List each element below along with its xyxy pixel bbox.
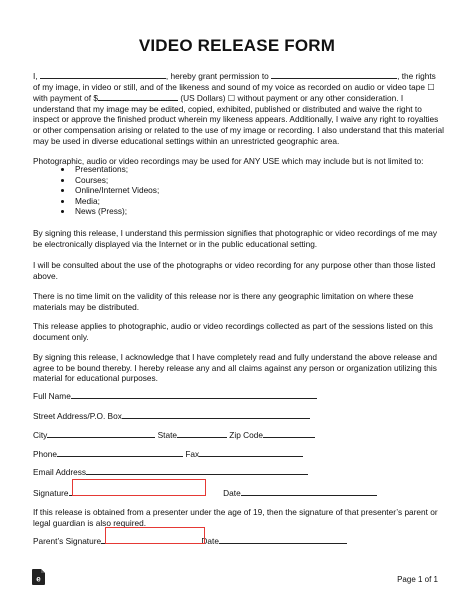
street-field[interactable] [122,410,310,419]
fax-field[interactable] [199,448,303,457]
email-field[interactable] [86,466,308,475]
signature-field[interactable] [72,479,206,496]
zip-label: Zip Code [229,430,263,440]
city-label: City [33,430,48,440]
fax-label: Fax [185,449,200,459]
payment-amount-blank[interactable] [98,92,178,101]
list-item: • Media; [73,196,159,207]
list-item: • Online/Internet Videos; [73,185,159,196]
email-row [33,466,308,477]
uses-list [33,164,159,217]
parent-signature-field[interactable] [105,527,205,544]
parent-date-label: Date [201,536,219,546]
street-label: Street Address/P.O. Box [33,411,122,421]
phone-field[interactable] [57,448,183,457]
form-title: VIDEO RELEASE FORM [138,36,336,55]
minor-note: If this release is obtained from a presenter under the age of 19, then the signature of that presenter’s parent or legal guardian is also required. [33,507,438,528]
svg-text:e: e [36,574,41,584]
acknowledge-paragraph: By signing this release, I acknowledge that I have completely read and fully understand the above release and agree to be bound thereby. I hereby release any and all claims against any person or organization utilizing this material for educational purposes. [33,352,438,384]
intro-paragraph [33,70,445,146]
intro-text-b: , hereby grant permission to [165,71,272,81]
state-label: State [157,430,177,440]
city-field[interactable] [47,429,155,438]
list-item: • News (Press); [73,206,159,217]
intro-text-rest: rights of my image, in video or still, and of the likeness and sound of my voice as recorded on audio or video tape ☐ with payment of $ [33,71,436,104]
parent-date-field[interactable] [219,535,347,544]
phone-row [33,448,303,459]
date-field[interactable] [241,487,377,496]
intro-text-a: I, [33,71,40,81]
eforms-logo-icon [32,569,46,585]
grantor-name-blank[interactable] [40,70,166,79]
list-item: • Presentations; [73,164,159,175]
full-name-field[interactable] [71,390,317,399]
zip-field[interactable] [263,429,315,438]
grantee-name-blank[interactable] [271,70,397,79]
intro-text-c: , the [397,71,414,81]
email-label: Email Address [33,467,87,477]
phone-label: Phone [33,449,57,459]
street-row [33,410,310,421]
intro-text-usd: (US Dollars) ☐ without payment or any other consideration. I understand that my image may be edited, copied, exhibited, published or distributed and waive the right to inspect or approve the finished product wherein my likeness appears. Additionally, I waive any right to royalties or other compensation arising or related to the use of my image or recording. I also understand that this material may be used in diverse educational settings within an unrestricted geographic area. [33,93,444,146]
page-number: Page 1 of 1 [397,575,438,584]
signature-label: Signature [33,488,69,498]
applies-paragraph: This release applies to photographic, audio or video recordings collected as part of the sessions listed on this document only. [33,321,433,342]
city-row [33,429,315,440]
signing-paragraph: By signing this release, I understand this permission signifies that photographic or video recordings of me may be electronically displayed via the Internet or in the public educational setting. [33,228,437,249]
full-name-row [33,390,317,401]
full-name-label: Full Name [33,391,71,401]
parent-signature-label: Parent’s Signature [33,536,102,546]
date-label: Date [223,488,241,498]
uses-intro: Photographic, audio or video recordings may be used for ANY USE which may include but is not limited to: [33,156,424,166]
list-item: • Courses; [73,175,159,186]
consulted-paragraph: I will be consulted about the use of the photographs or video recording for any purpose other than those listed above. [33,260,436,281]
state-field[interactable] [177,429,227,438]
time-limit-paragraph: There is no time limit on the validity of this release nor is there any geographic limitation on where these materials may be distributed. [33,291,414,312]
